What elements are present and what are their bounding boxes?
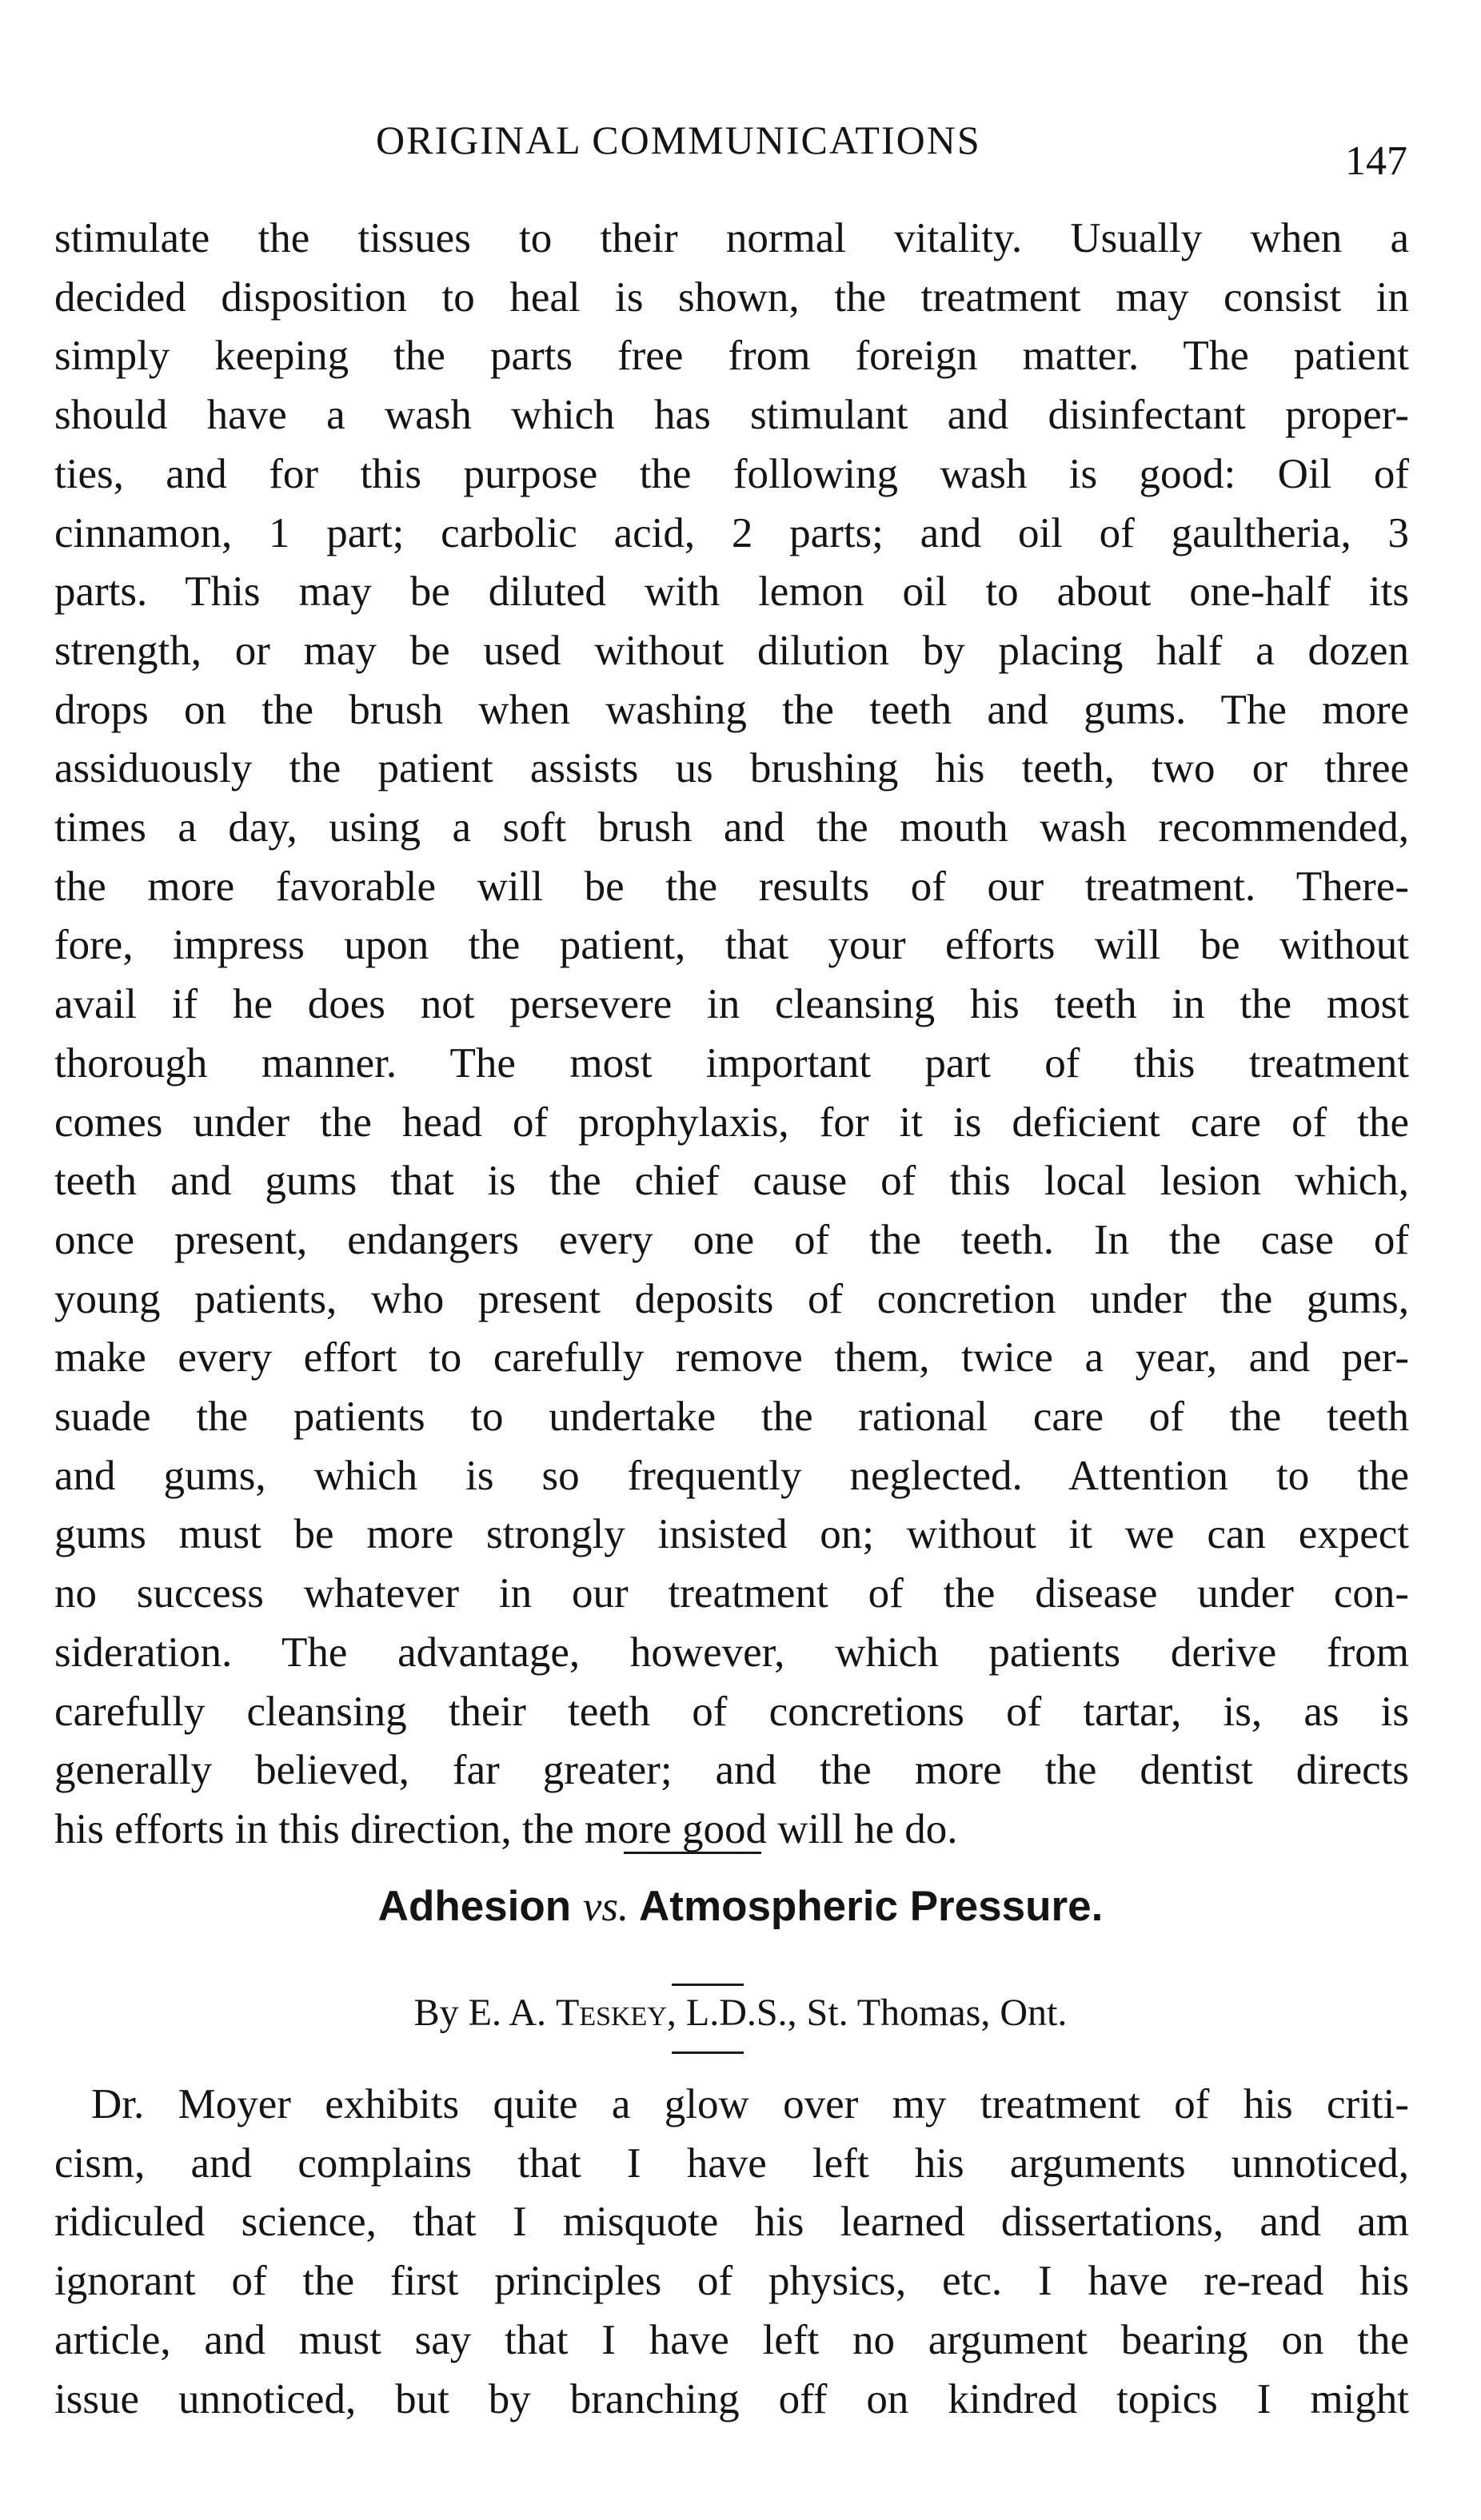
title-vs: vs. xyxy=(582,1884,629,1930)
text-line: should have a wash which has stimulant and disinfectant proper- xyxy=(54,392,1409,439)
article-title xyxy=(0,1885,1481,1928)
text-line: issue unnoticed, but by branching off on kindred topics I might xyxy=(54,2375,1409,2422)
text-line: suade the patients to undertake the rational care of the teeth xyxy=(54,1394,1409,1441)
text-line: Dr. Moyer exhibits quite a glow over my treatment of his criti- xyxy=(91,2081,1409,2127)
byline-prefix: By E. A. xyxy=(413,1992,556,2034)
text-line: his efforts in this direction, the more good will he do. xyxy=(54,1805,958,1852)
title-rule xyxy=(672,1984,744,1986)
text-line: generally believed, far greater; and the more the dentist directs xyxy=(54,1747,1409,1794)
text-line: young patients, who present deposits of concretion under the gums, xyxy=(54,1275,1409,1322)
text-line: ignorant of the first principles of physics, etc. I have re-read his xyxy=(54,2258,1409,2305)
text-line: no success whatever in our treatment of the disease under con- xyxy=(54,1570,1409,1617)
text-line: thorough manner. The most important part of this treatment xyxy=(54,1039,1409,1087)
text-line: ties, and for this purpose the following wash is good: Oil of xyxy=(54,450,1409,497)
body-paragraph xyxy=(54,209,1409,1860)
section-divider xyxy=(624,1852,761,1854)
text-line: avail if he does not persevere in cleansing his teeth in the most xyxy=(54,981,1409,1028)
text-line: drops on the brush when washing the teeth and gums. The more xyxy=(54,686,1409,733)
article-paragraph xyxy=(54,2075,1409,2429)
text-line: parts. This may be diluted with lemon oil to about one-half its xyxy=(54,568,1409,616)
text-line: ridiculed science, that I misquote his learned dissertations, and am xyxy=(54,2199,1409,2246)
byline xyxy=(0,1994,1481,2032)
text-line: once present, endangers every one of the teeth. In the case of xyxy=(54,1216,1409,1263)
text-line: and gums, which is so frequently neglected. Attention to the xyxy=(54,1452,1409,1499)
title-part: Atmospheric Pressure. xyxy=(629,1883,1104,1930)
text-line: teeth and gums that is the chief cause of this local lesion which, xyxy=(54,1158,1409,1205)
text-line: simply keeping the parts free from foreign matter. The patient xyxy=(54,333,1409,380)
text-line: make every effort to carefully remove them, twice a year, and per- xyxy=(54,1334,1409,1382)
page-number: 147 xyxy=(1345,138,1407,184)
text-line: strength, or may be used without dilution by placing half a dozen xyxy=(54,627,1409,674)
text-line: times a day, using a soft brush and the mouth wash recommended, xyxy=(54,804,1409,851)
running-head: ORIGINAL COMMUNICATIONS xyxy=(376,118,981,162)
text-line: the more favorable will be the results of our treatment. There- xyxy=(54,863,1409,910)
text-line: stimulate the tissues to their normal vitality. Usually when a xyxy=(54,215,1409,261)
text-line: article, and must say that I have left no argument bearing on the xyxy=(54,2316,1409,2363)
text-line: cism, and complains that I have left his arguments unnoticed, xyxy=(54,2139,1409,2187)
text-line: fore, impress upon the patient, that your efforts will be without xyxy=(54,922,1409,969)
text-line: comes under the head of prophylaxis, for it is deficient care of the xyxy=(54,1099,1409,1146)
title-part: Adhesion xyxy=(377,1883,583,1930)
text-line: gums must be more strongly insisted on; without it we can expect xyxy=(54,1511,1409,1558)
byline-rule xyxy=(672,2051,744,2054)
byline-suffix: , L.D.S., St. Thomas, Ont. xyxy=(666,1992,1068,2034)
text-line: cinnamon, 1 part; carbolic acid, 2 parts; and oil of gaultheria, 3 xyxy=(54,509,1409,556)
text-line: sideration. The advantage, however, which patients derive from xyxy=(54,1629,1409,1676)
text-line: carefully cleansing their teeth of concretions of tartar, is, as is xyxy=(54,1688,1409,1735)
text-line: assiduously the patient assists us brushing his teeth, two or three xyxy=(54,745,1409,792)
text-line: decided disposition to heal is shown, the treatment may consist in xyxy=(54,273,1409,321)
author-name: Teskey xyxy=(556,1992,667,2034)
